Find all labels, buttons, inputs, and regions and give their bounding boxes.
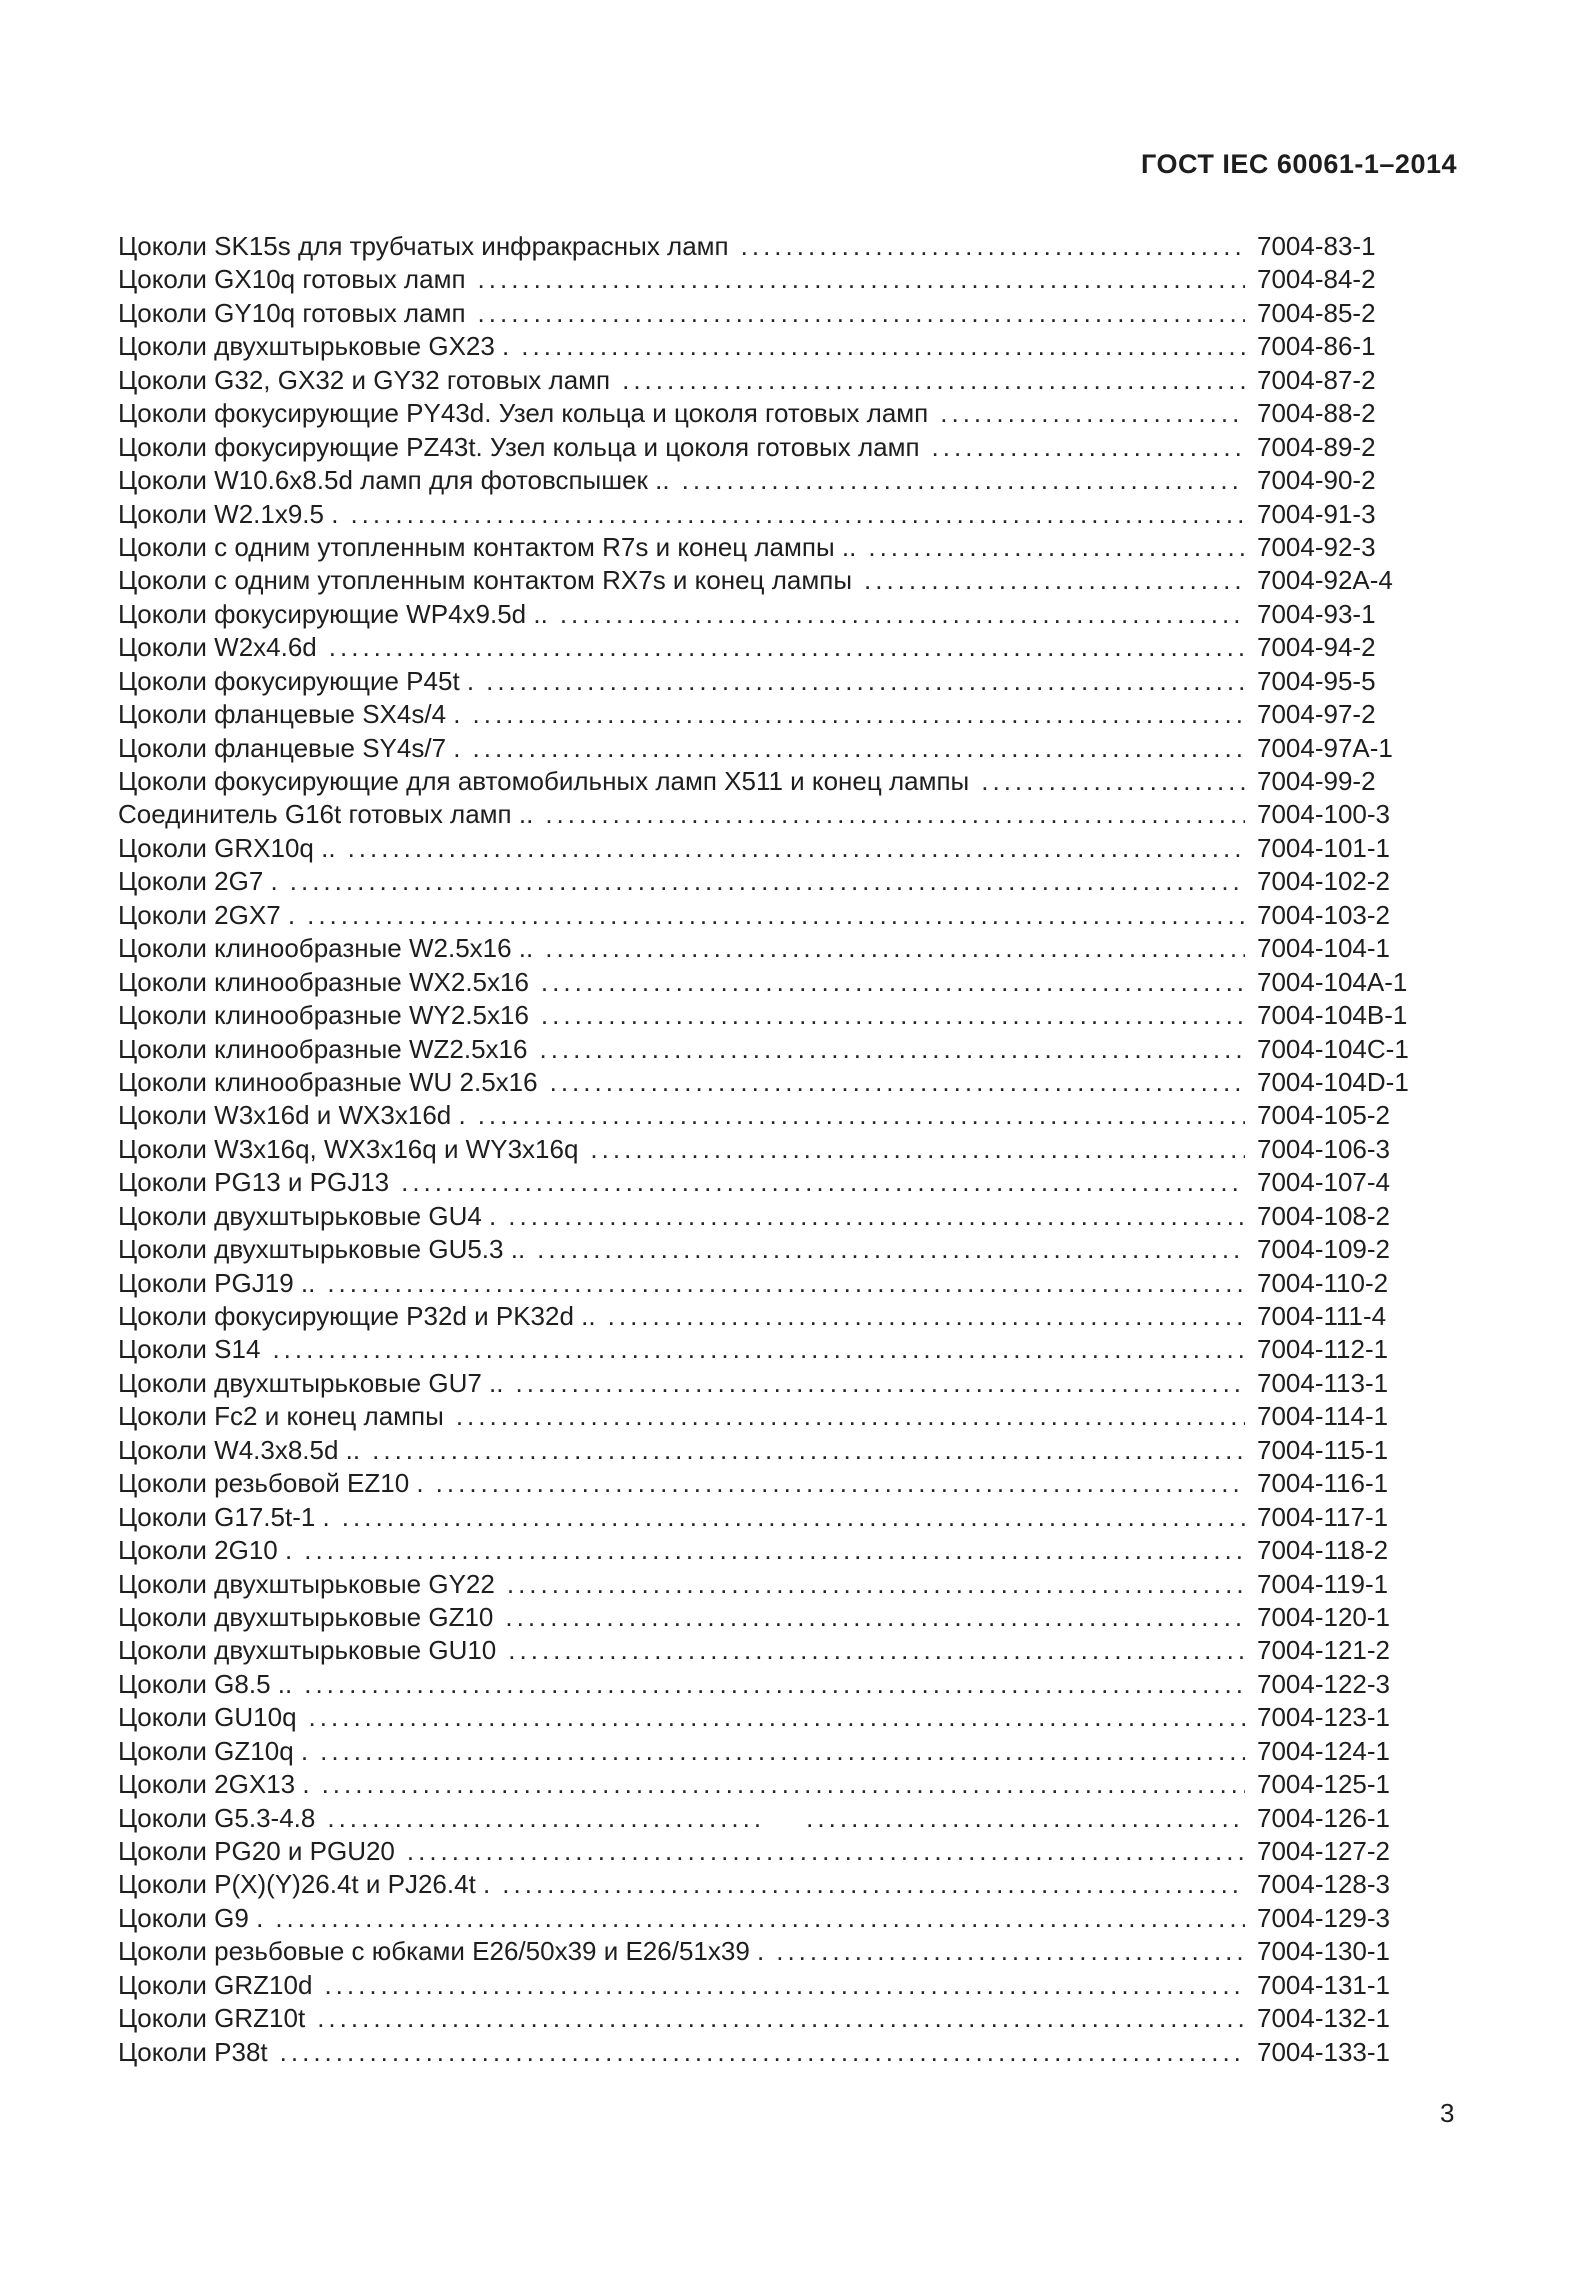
toc-leader-dots xyxy=(324,1970,1245,2001)
toc-list xyxy=(118,231,1457,2070)
toc-entry-label: Цоколи двухштырьковые GU10 xyxy=(118,1635,497,1666)
toc-leader-dots xyxy=(436,1468,1245,1499)
toc-leader-dots xyxy=(348,833,1245,864)
toc-entry-label: Цоколи Fc2 и конец лампы xyxy=(118,1401,444,1432)
toc-entry xyxy=(118,532,1457,565)
toc-leader-dots xyxy=(508,1635,1245,1666)
toc-leader-dots xyxy=(317,2003,1245,2034)
toc-entry xyxy=(118,1000,1457,1033)
toc-entry-sheet-number: 7004-121-2 xyxy=(1257,1635,1390,1666)
toc-leader-dots xyxy=(280,2037,1245,2068)
toc-leader-dots xyxy=(478,264,1245,295)
toc-entry-sheet-number: 7004-97A-1 xyxy=(1257,732,1393,763)
toc-entry-label: Цоколи фланцевые SX4s/4 . xyxy=(118,699,461,730)
toc-entry xyxy=(118,833,1457,866)
toc-leader-dots xyxy=(407,1836,1245,1867)
toc-entry-sheet-number: 7004-95-5 xyxy=(1257,665,1376,696)
toc-leader-dots xyxy=(545,933,1245,964)
toc-entry-label: Цоколи клинообразные WU 2.5x16 xyxy=(118,1066,538,1097)
toc-leader-dots xyxy=(508,1201,1245,1232)
toc-entry-sheet-number: 7004-116-1 xyxy=(1257,1468,1389,1499)
toc-leader-dots xyxy=(741,231,1245,262)
toc-entry-label: Соединитель G16t готовых ламп .. xyxy=(118,799,534,830)
toc-leader-dots xyxy=(541,1000,1245,1031)
toc-leader-dots xyxy=(507,1569,1245,1600)
toc-entry xyxy=(118,866,1457,899)
toc-entry xyxy=(118,1669,1457,1702)
toc-entry xyxy=(118,1468,1457,1501)
toc-leader-dots xyxy=(290,866,1245,897)
toc-leader-dots xyxy=(320,1736,1245,1767)
toc-entry xyxy=(118,733,1457,766)
toc-leader-dots xyxy=(864,565,1245,596)
toc-entry-label: Цоколи W2.1x9.5 . xyxy=(118,498,339,529)
toc-entry-sheet-number: 7004-106-3 xyxy=(1257,1133,1390,1164)
toc-leader-dots xyxy=(307,900,1245,931)
toc-entry xyxy=(118,264,1457,297)
toc-entry-sheet-number: 7004-107-4 xyxy=(1257,1167,1390,1198)
toc-entry xyxy=(118,1067,1457,1100)
toc-leader-dots xyxy=(521,331,1245,362)
toc-entry xyxy=(118,766,1457,799)
toc-entry-sheet-number: 7004-93-1 xyxy=(1257,598,1376,629)
toc-entry-label: Цоколи двухштырьковые GY22 xyxy=(118,1568,495,1599)
toc-entry-label: Цоколи 2G7 . xyxy=(118,866,278,897)
toc-leader-dots xyxy=(981,766,1245,797)
toc-leader-dots xyxy=(560,599,1245,630)
toc-leader-dots xyxy=(327,1268,1245,1299)
toc-entry xyxy=(118,1134,1457,1167)
toc-entry-sheet-number: 7004-132-1 xyxy=(1257,2003,1390,2034)
toc-entry-sheet-number: 7004-85-2 xyxy=(1257,297,1376,328)
toc-entry-label: Цоколи фокусирующие PY43d. Узел кольца и цоколя готовых ламп xyxy=(118,398,929,429)
toc-entry-sheet-number: 7004-104D-1 xyxy=(1257,1066,1409,1097)
toc-entry-label: Цоколи GX10q готовых ламп xyxy=(118,264,466,295)
toc-entry xyxy=(118,1769,1457,1802)
toc-leader-dots xyxy=(515,1368,1245,1399)
toc-entry xyxy=(118,1334,1457,1367)
toc-entry-sheet-number: 7004-112-1 xyxy=(1257,1334,1389,1365)
toc-entry xyxy=(118,1368,1457,1401)
toc-entry-label: Цоколи с одним утопленным контактом RX7s и конец лампы xyxy=(118,565,853,596)
toc-leader-dots xyxy=(372,1435,1245,1466)
toc-entry-sheet-number: 7004-102-2 xyxy=(1257,866,1390,897)
toc-entry xyxy=(118,565,1457,598)
toc-entry xyxy=(118,1201,1457,1234)
toc-entry xyxy=(118,331,1457,364)
toc-entry-sheet-number: 7004-111-4 xyxy=(1257,1301,1387,1331)
toc-entry xyxy=(118,499,1457,532)
toc-entry-label: Цоколи клинообразные WY2.5x16 xyxy=(118,1000,529,1031)
toc-entry-label: Цоколи P(X)(Y)26.4t и PJ26.4t . xyxy=(118,1869,491,1900)
toc-entry xyxy=(118,1502,1457,1535)
toc-entry-label: Цоколи двухштырьковые GU7 .. xyxy=(118,1367,504,1398)
toc-entry xyxy=(118,1301,1457,1334)
toc-entry-sheet-number: 7004-114-1 xyxy=(1257,1401,1389,1432)
toc-entry-label: Цоколи G8.5 .. xyxy=(118,1668,293,1699)
toc-entry-sheet-number: 7004-115-1 xyxy=(1257,1434,1389,1465)
toc-entry xyxy=(118,1435,1457,1468)
toc-entry xyxy=(118,2003,1457,2036)
toc-entry-sheet-number: 7004-92A-4 xyxy=(1257,565,1393,596)
toc-entry xyxy=(118,599,1457,632)
toc-entry xyxy=(118,1234,1457,1267)
toc-entry-label: Цоколи резьбовые с юбками E26/50x39 и E26/51x39 . xyxy=(118,1936,765,1967)
toc-entry-sheet-number: 7004-122-3 xyxy=(1257,1668,1390,1699)
toc-entry-label: Цоколи W3x16d и WX3x16d . xyxy=(118,1100,466,1131)
toc-leader-dots xyxy=(473,733,1246,764)
toc-entry xyxy=(118,298,1457,331)
toc-entry-sheet-number: 7004-89-2 xyxy=(1257,431,1376,462)
toc-leader-dots xyxy=(806,1803,1245,1834)
toc-entry-sheet-number: 7004-104-1 xyxy=(1257,933,1390,964)
toc-entry xyxy=(118,365,1457,398)
toc-entry-sheet-number: 7004-108-2 xyxy=(1257,1200,1390,1231)
toc-entry xyxy=(118,933,1457,966)
toc-entry xyxy=(118,1869,1457,1902)
toc-entry-label: Цоколи клинообразные W2.5x16 .. xyxy=(118,933,534,964)
toc-entry-sheet-number: 7004-97-2 xyxy=(1257,699,1376,730)
toc-entry-label: Цоколи PG20 и PGU20 xyxy=(118,1836,395,1866)
toc-entry-sheet-number: 7004-101-1 xyxy=(1257,832,1390,863)
toc-entry-sheet-number: 7004-104C-1 xyxy=(1257,1033,1409,1064)
toc-entry xyxy=(118,1167,1457,1200)
toc-leader-dots xyxy=(309,1702,1245,1733)
toc-entry-label: Цоколи W2x4.6d xyxy=(118,632,317,663)
toc-entry-label: Цоколи фокусирующие WP4x9.5d .. xyxy=(118,598,548,629)
toc-entry-sheet-number: 7004-92-3 xyxy=(1257,531,1376,562)
toc-entry-sheet-number: 7004-117-1 xyxy=(1257,1501,1389,1532)
toc-entry-label: Цоколи двухштырьковые GZ10 xyxy=(118,1601,494,1632)
toc-leader-dots xyxy=(505,1602,1245,1633)
toc-entry xyxy=(118,1569,1457,1602)
toc-leader-dots xyxy=(401,1167,1245,1198)
toc-entry-sheet-number: 7004-86-1 xyxy=(1257,331,1376,362)
toc-entry-sheet-number: 7004-104B-1 xyxy=(1257,1000,1408,1031)
toc-leader-dots xyxy=(478,1100,1245,1131)
toc-entry-sheet-number: 7004-126-1 xyxy=(1257,1802,1390,1833)
toc-entry xyxy=(118,1736,1457,1769)
toc-entry-label: Цоколи двухштырьковые GU4 . xyxy=(118,1200,497,1231)
toc-leader-dots xyxy=(608,1301,1245,1332)
toc-entry-label: Цоколи G9 . xyxy=(118,1902,264,1933)
toc-entry xyxy=(118,1535,1457,1568)
toc-entry xyxy=(118,632,1457,665)
toc-entry xyxy=(118,465,1457,498)
toc-leader-dots xyxy=(868,532,1245,563)
toc-entry-label: Цоколи фокусирующие P32d и PK32d .. xyxy=(118,1301,596,1331)
toc-entry xyxy=(118,231,1457,264)
toc-leader-dots xyxy=(541,967,1245,998)
toc-leader-dots xyxy=(456,1401,1245,1432)
toc-entry-label: Цоколи GY10q готовых ламп xyxy=(118,297,466,328)
toc-entry-label: Цоколи SK15s для трубчатых инфракрасных ламп xyxy=(118,231,729,261)
toc-leader-dots xyxy=(940,398,1245,429)
toc-entry xyxy=(118,1903,1457,1936)
toc-entry-label: Цоколи фланцевые SY4s/7 . xyxy=(118,732,461,763)
toc-entry xyxy=(118,398,1457,431)
toc-entry-sheet-number: 7004-84-2 xyxy=(1257,264,1376,295)
toc-entry xyxy=(118,1803,1457,1836)
toc-entry-sheet-number: 7004-100-3 xyxy=(1257,799,1390,830)
toc-entry-sheet-number: 7004-90-2 xyxy=(1257,465,1376,496)
toc-leader-dots xyxy=(473,699,1246,730)
toc-entry-sheet-number: 7004-133-1 xyxy=(1257,2036,1390,2067)
toc-entry-sheet-number: 7004-119-1 xyxy=(1257,1568,1389,1599)
toc-entry-sheet-number: 7004-113-1 xyxy=(1257,1367,1389,1398)
page-number: 3 xyxy=(1440,2098,1455,2128)
toc-entry-sheet-number: 7004-130-1 xyxy=(1257,1936,1390,1967)
toc-entry-sheet-number: 7004-83-1 xyxy=(1257,231,1376,261)
toc-entry-label: Цоколи с одним утопленным контактом R7s и конец лампы .. xyxy=(118,531,857,562)
toc-entry-label: Цоколи P38t xyxy=(118,2036,268,2067)
toc-entry-sheet-number: 7004-123-1 xyxy=(1257,1702,1390,1733)
toc-entry-label: Цоколи PGJ19 .. xyxy=(118,1267,316,1298)
toc-entry xyxy=(118,1970,1457,2003)
toc-entry-sheet-number: 7004-125-1 xyxy=(1257,1769,1390,1800)
toc-entry-label: Цоколи 2GX7 . xyxy=(118,899,296,930)
toc-entry-sheet-number: 7004-104A-1 xyxy=(1257,966,1408,997)
toc-leader-dots xyxy=(590,1134,1245,1165)
toc-entry-label: Цоколи W4.3x8.5d .. xyxy=(118,1434,361,1465)
toc-entry-sheet-number: 7004-129-3 xyxy=(1257,1902,1390,1933)
toc-entry-label: Цоколи G32, GX32 и GY32 готовых ламп xyxy=(118,364,611,395)
toc-entry-sheet-number: 7004-88-2 xyxy=(1257,398,1376,429)
toc-leader-dots xyxy=(329,632,1245,663)
toc-entry-sheet-number: 7004-118-2 xyxy=(1257,1535,1389,1566)
toc-entry-sheet-number: 7004-128-3 xyxy=(1257,1869,1390,1900)
toc-entry-label: Цоколи фокусирующие PZ43t. Узел кольца и цоколя готовых ламп xyxy=(118,431,920,462)
toc-leader-dots xyxy=(478,298,1245,329)
toc-entry-label: Цоколи двухштырьковые GX23 . xyxy=(118,331,510,362)
toc-entry-label: Цоколи GRZ10d xyxy=(118,1969,313,2000)
toc-leader-dots xyxy=(776,1936,1245,1967)
toc-entry-sheet-number: 7004-103-2 xyxy=(1257,899,1390,930)
toc-leader-dots xyxy=(304,1669,1245,1700)
toc-entry xyxy=(118,1268,1457,1301)
toc-entry-label: Цоколи клинообразные WX2.5x16 xyxy=(118,966,529,997)
toc-entry-label: Цоколи GRZ10t xyxy=(118,2003,306,2034)
toc-entry-label: Цоколи двухштырьковые GU5.3 .. xyxy=(118,1234,526,1265)
toc-leader-dots xyxy=(932,432,1245,463)
toc-leader-dots xyxy=(322,1769,1245,1800)
toc-entry xyxy=(118,666,1457,699)
toc-entry-label: Цоколи W3x16q, WX3x16q и WY3x16q xyxy=(118,1133,579,1164)
toc-entry-sheet-number: 7004-131-1 xyxy=(1257,1969,1390,2000)
toc-entry xyxy=(118,1602,1457,1635)
toc-entry-sheet-number: 7004-105-2 xyxy=(1257,1100,1390,1131)
toc-entry xyxy=(118,1702,1457,1735)
toc-entry xyxy=(118,1836,1457,1869)
toc-leader-dots xyxy=(304,1535,1245,1566)
toc-leader-dots xyxy=(342,1502,1245,1533)
toc-entry xyxy=(118,699,1457,732)
toc-entry xyxy=(118,1100,1457,1133)
toc-entry-label: Цоколи PG13 и PGJ13 xyxy=(118,1167,390,1198)
toc-entry-label: Цоколи G5.3-4.8 xyxy=(118,1802,316,1833)
toc-entry xyxy=(118,1401,1457,1434)
toc-entry xyxy=(118,799,1457,832)
toc-leader-dots xyxy=(275,1903,1245,1934)
toc-entry-label: Цоколи GZ10q . xyxy=(118,1735,309,1766)
toc-entry-label: Цоколи резьбовой EZ10 . xyxy=(118,1468,424,1499)
toc-entry-label: Цоколи GRX10q .. xyxy=(118,832,336,863)
toc-entry-label: Цоколи 2GX13 . xyxy=(118,1769,310,1800)
toc-entry-label: Цоколи GU10q xyxy=(118,1702,297,1733)
toc-leader-dots xyxy=(327,1803,766,1834)
toc-entry-label: Цоколи W10.6x8.5d ламп для фотовспышек .. xyxy=(118,465,670,496)
toc-entry xyxy=(118,1936,1457,1969)
toc-leader-dots xyxy=(350,499,1245,530)
toc-entry xyxy=(118,967,1457,1000)
toc-entry xyxy=(118,2037,1457,2070)
toc-entry-sheet-number: 7004-124-1 xyxy=(1257,1735,1390,1766)
toc-entry-sheet-number: 7004-127-2 xyxy=(1257,1836,1390,1866)
toc-entry xyxy=(118,1034,1457,1067)
toc-leader-dots xyxy=(682,465,1245,496)
toc-leader-dots xyxy=(272,1334,1245,1365)
toc-leader-dots xyxy=(539,1034,1245,1065)
toc-entry-sheet-number: 7004-120-1 xyxy=(1257,1601,1390,1632)
standard-designation-header: ГОСТ IEC 60061-1–2014 xyxy=(1141,149,1457,179)
toc-entry-sheet-number: 7004-91-3 xyxy=(1257,498,1376,529)
toc-entry-sheet-number: 7004-110-2 xyxy=(1257,1267,1389,1298)
toc-entry xyxy=(118,432,1457,465)
toc-entry xyxy=(118,900,1457,933)
toc-entry-sheet-number: 7004-109-2 xyxy=(1257,1234,1390,1265)
toc-entry-label: Цоколи G17.5t-1 . xyxy=(118,1501,330,1532)
toc-entry-label: Цоколи клинообразные WZ2.5x16 xyxy=(118,1033,528,1064)
toc-leader-dots xyxy=(502,1869,1245,1900)
toc-entry-sheet-number: 7004-99-2 xyxy=(1257,766,1376,796)
toc-entry-sheet-number: 7004-94-2 xyxy=(1257,632,1376,663)
toc-leader-dots xyxy=(550,1067,1245,1098)
toc-leader-dots xyxy=(545,799,1245,830)
toc-entry-label: Цоколи 2G10 . xyxy=(118,1535,293,1566)
toc-leader-dots xyxy=(537,1234,1245,1265)
toc-entry-sheet-number: 7004-87-2 xyxy=(1257,364,1376,395)
toc-entry-label: Цоколи фокусирующие для автомобильных ламп X511 и конец лампы xyxy=(118,766,970,796)
toc-entry xyxy=(118,1635,1457,1668)
toc-entry-label: Цоколи фокусирующие P45t . xyxy=(118,665,475,696)
toc-entry-label: Цоколи S14 xyxy=(118,1334,261,1365)
toc-leader-dots xyxy=(622,365,1245,396)
toc-leader-dots xyxy=(486,666,1245,697)
